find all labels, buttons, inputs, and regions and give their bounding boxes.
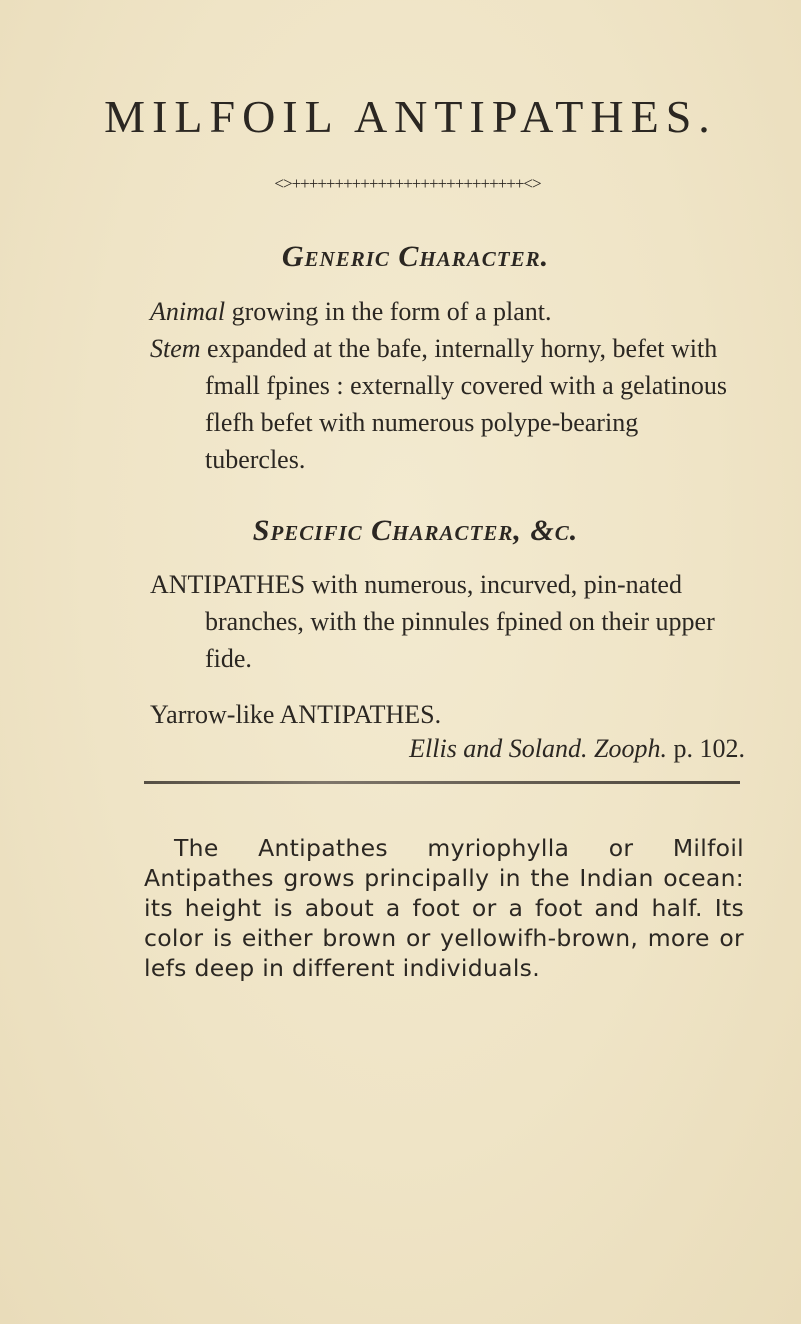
body-paragraph: The Antipathes myriophylla or Milfoil Antipathes grows principally in the Indian ocean: its height is about a foot or a foot and half. Its color is either brown or yellowifh-brown, more or lefs deep in different individuals. <box>144 834 744 982</box>
specific-character-heading: Specific Character, &c. <box>252 514 579 547</box>
horizontal-rule <box>144 781 740 784</box>
stem-description <box>150 330 745 478</box>
specific-text: with numerous, incurved, pin-nated branches, with the pinnules fpined on their upper fide. <box>205 570 715 673</box>
common-name <box>150 696 745 733</box>
specific-genus: ANTIPATHES <box>150 570 306 599</box>
page-title: MILFOIL ANTIPATHES. <box>104 91 717 142</box>
common-name-prefix: Yarrow-like <box>150 700 280 729</box>
stem-label: Stem <box>150 334 201 363</box>
animal-label: Animal <box>150 297 226 326</box>
ornamental-divider: <>+++++++++++++++++++++++++++<> <box>274 174 541 193</box>
common-name-genus: ANTIPATHES. <box>279 700 442 729</box>
generic-character-heading: Generic Character. <box>281 240 550 273</box>
stem-text: expanded at the bafe, internally horny, befet with fmall fpines : externally covered with a gelatinous flefh befet with numerous polype-bearing tubercles. <box>200 334 727 474</box>
animal-description <box>150 293 745 330</box>
animal-text: growing in the form of a plant. <box>225 297 552 326</box>
citation <box>200 734 745 764</box>
citation-page: p. 102. <box>667 734 745 763</box>
citation-source: Ellis and Soland. Zooph. <box>409 734 667 763</box>
specific-description <box>150 566 745 677</box>
